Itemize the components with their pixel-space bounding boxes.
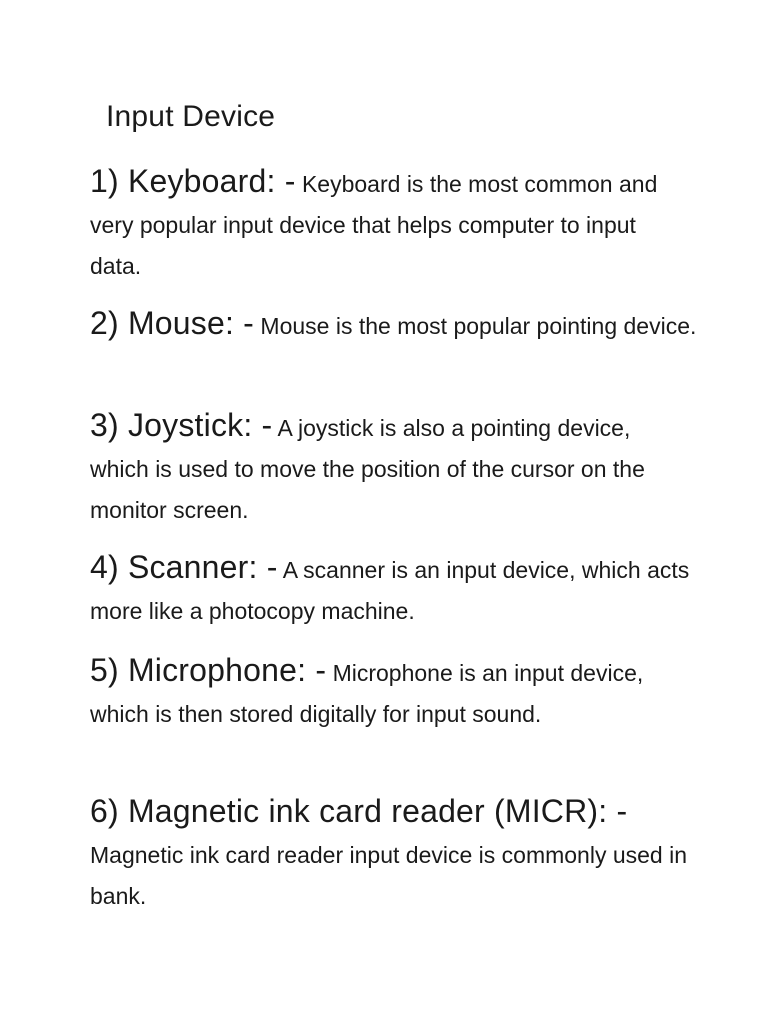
item-term: 3) Joystick: -: [90, 407, 273, 443]
page-title: Input Device: [106, 100, 276, 133]
item-description: Keyboard is the most common and very popular input device that helps computer to input data.: [90, 171, 658, 279]
list-item-micr: [90, 791, 690, 917]
item-description: A scanner is an input device, which acts more like a photocopy machine.: [90, 557, 690, 624]
item-description: A joystick is also a pointing device, which is used to move the position of the cursor on the monitor screen.: [90, 415, 645, 523]
list-item-mouse: [90, 303, 700, 347]
item-description: Microphone is an input device, which is then stored digitally for input sound.: [90, 660, 644, 727]
list-item-joystick: [90, 405, 690, 531]
item-term: 5) Microphone: -: [90, 652, 327, 688]
item-description: Mouse is the most popular pointing device.: [260, 313, 697, 339]
list-item-scanner: [90, 547, 690, 632]
item-term: 2) Mouse: -: [90, 305, 255, 341]
item-description: Magnetic ink card reader input device is commonly used in bank.: [90, 842, 688, 909]
list-item-keyboard: [90, 161, 690, 287]
item-term: 4) Scanner: -: [90, 549, 278, 585]
item-term: 6) Magnetic ink card reader (MICR): -: [90, 793, 628, 829]
item-term: 1) Keyboard: -: [90, 163, 296, 199]
list-item-microphone: [90, 650, 650, 735]
